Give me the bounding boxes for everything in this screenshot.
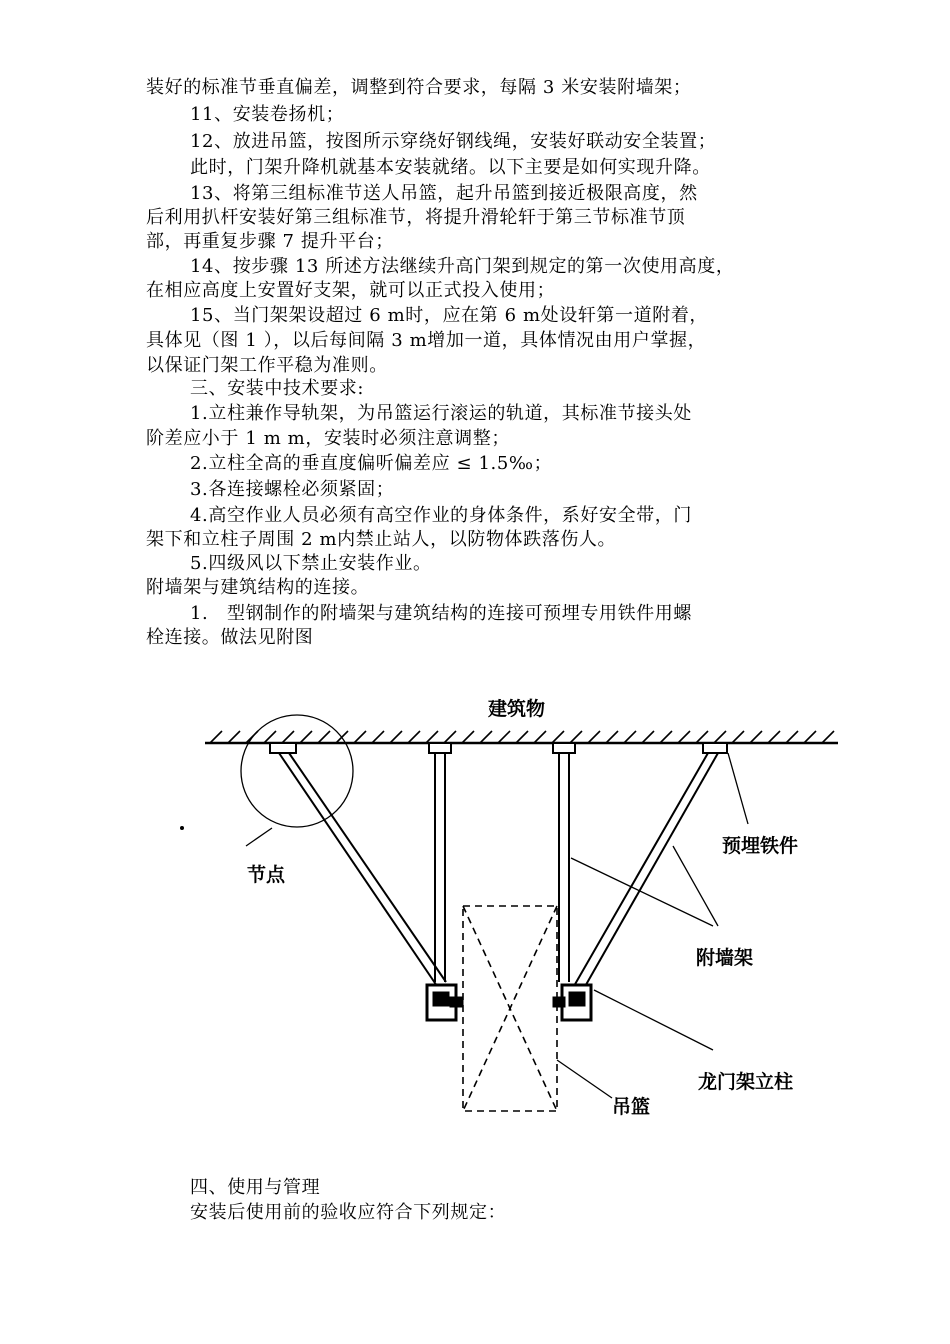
wall-bracket-connection-figure	[0, 680, 950, 1140]
paragraph-line: 4.高空作业人员必须有高空作业的身体条件，系好安全带，门	[190, 505, 692, 526]
label-gantry-column: 龙门架立柱	[698, 1071, 794, 1093]
paragraph-line: 2.立柱全高的垂直度偏听偏差应 ≤ 1.5‰；	[190, 453, 553, 474]
section-heading: 三、安装中技术要求:	[190, 378, 365, 399]
paragraph-line: 栓连接。做法见附图	[146, 627, 314, 648]
paragraph-line: 3.各连接螺栓必须紧固；	[190, 479, 395, 500]
paragraph-line: 12、放进吊篮，按图所示穿绕好钢线绳，安装好联动安全装置；	[190, 131, 717, 152]
label-building: 建筑物	[488, 698, 546, 720]
embedded-plates	[270, 743, 727, 753]
left-diagonal-bracket	[279, 753, 446, 986]
label-node: 节点	[247, 864, 286, 886]
label-embedded-iron: 预埋铁件	[722, 835, 799, 857]
paragraph-line: 此时，门架升降机就基本安装就绪。以下主要是如何实现升降。	[190, 157, 711, 178]
paragraph-line: 1.立柱兼作导轨架，为吊篮运行滚运的轨道，其标准节接头处	[190, 403, 692, 424]
label-wall-bracket: 附墙架	[696, 947, 754, 969]
section-heading: 四、使用与管理	[190, 1177, 321, 1198]
building-wall	[205, 731, 838, 743]
leader-lines	[246, 753, 748, 1098]
paragraph-line: 5.四级风以下禁止安装作业。	[190, 553, 432, 574]
paragraph-line: 装好的标准节垂直偏差，调整到符合要求，每隔 3 米安装附墙架；	[146, 77, 692, 98]
paragraph-line: 以保证门架工作平稳为准则。	[146, 355, 388, 376]
hanging-basket	[463, 906, 557, 1111]
paragraph-line: 15、当门架架设超过 6 m时，应在第 6 m处设轩第一道附着，	[190, 305, 709, 326]
left-vertical-bracket	[435, 753, 445, 982]
paragraph-line: 阶差应小于 1 m m，安装时必须注意调整；	[146, 428, 510, 449]
paragraph-line: 附墙架与建筑结构的连接。	[146, 577, 370, 598]
paragraph-line: 具体见（图 1 ），以后每间隔 3 m增加一道，具体情况由用户掌握，	[146, 330, 707, 351]
left-gantry-column	[427, 985, 462, 1020]
paragraph-line: 14、按步骤 13 所述方法继续升高门架到规定的第一次使用高度，	[190, 256, 735, 277]
paragraph-line: 13、将第三组标准节送人吊篮，起升吊篮到接近极限高度，然	[190, 183, 698, 204]
paragraph-line: 11、安装卷扬机；	[190, 104, 345, 125]
node-circle	[241, 715, 353, 827]
paragraph-line: 在相应高度上安置好支架，就可以正式投入使用；	[146, 280, 556, 301]
label-hanging-basket: 吊篮	[612, 1096, 651, 1118]
paragraph-line: 部，再重复步骤 7 提升平台；	[146, 231, 394, 252]
paragraph-line: 安装后使用前的验收应符合下列规定：	[190, 1202, 507, 1223]
right-vertical-bracket	[559, 753, 569, 982]
paragraph-line: 架下和立柱子周围 2 m内禁止站人，以防物体跌落伤人。	[146, 529, 617, 550]
paragraph-line: 1. 型钢制作的附墙架与建筑结构的连接可预埋专用铁件用螺	[190, 603, 692, 624]
stray-dot	[180, 826, 184, 830]
right-gantry-column	[554, 985, 591, 1020]
paragraph-line: 后利用扒杆安装好第三组标准节，将提升滑轮轩于第三节标准节顶	[146, 207, 686, 228]
